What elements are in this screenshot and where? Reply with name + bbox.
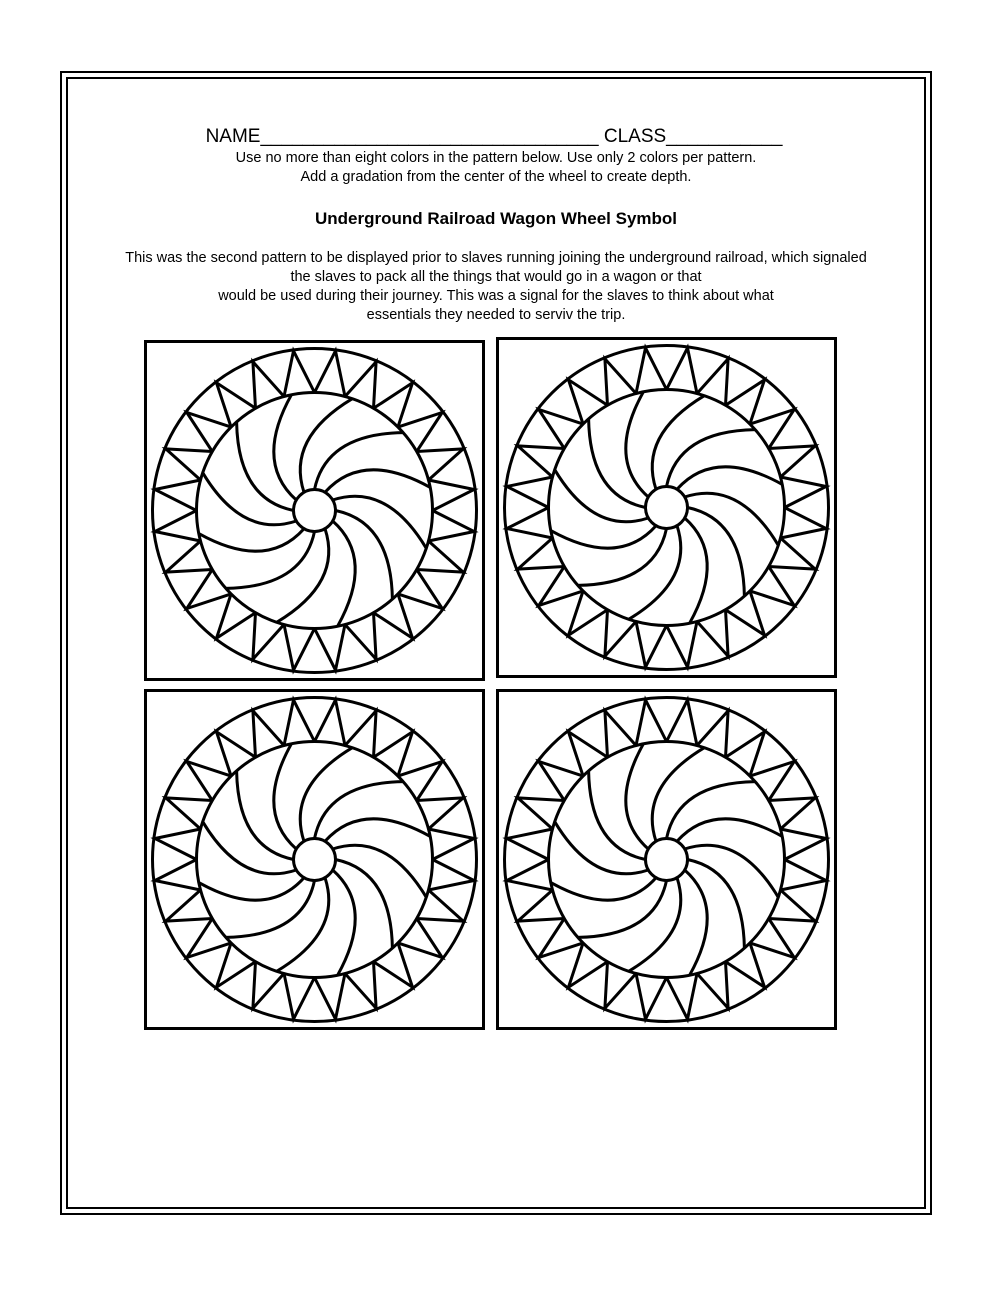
wheel-spoke <box>685 518 708 623</box>
wheel-spoke <box>336 860 393 949</box>
wheel-spoke <box>626 392 649 497</box>
wheel-hub <box>646 839 688 881</box>
wheel-spike <box>636 974 667 1020</box>
wheel-spike <box>781 477 827 508</box>
wheel-spoke <box>551 878 656 901</box>
wheel-spike <box>429 511 475 542</box>
wheel-spoke <box>274 744 297 849</box>
wheel-spoke <box>325 819 430 842</box>
instruction-line-2: Add a gradation from the center of the wheel to create depth. <box>300 169 692 185</box>
wheel-pattern-box-2 <box>496 337 837 678</box>
wheel-spike <box>507 477 553 508</box>
instruction-line-1: Use no more than eight colors in the pattern below. Use only 2 colors per pattern. <box>235 150 757 166</box>
wheel-spoke <box>274 395 297 500</box>
wheel-spoke <box>578 881 667 938</box>
wheel-spike <box>781 508 827 539</box>
wheel-spike <box>636 348 667 394</box>
wheel-spoke <box>578 529 667 586</box>
wheel-spike <box>667 622 698 668</box>
wheel-spike <box>429 480 475 511</box>
wheel-spoke <box>333 521 356 626</box>
wheel-spike <box>315 351 346 397</box>
wheel-spike <box>155 480 201 511</box>
wheel-spoke <box>677 467 782 490</box>
wheel-spike <box>155 829 201 860</box>
wheel-spike <box>667 974 698 1020</box>
wheel-spoke <box>315 433 404 490</box>
wheel-pattern-box-3 <box>144 689 485 1030</box>
wheel-spoke <box>677 819 782 842</box>
description-line-3: would be used during their journey. This was a signal for the slaves to think about what <box>218 288 774 304</box>
wheel-spoke <box>626 744 649 849</box>
wheel-spike <box>667 700 698 746</box>
wheel-spike <box>284 625 315 671</box>
wheel-pattern-box-4 <box>496 689 837 1030</box>
wheel-spike <box>284 351 315 397</box>
wheel-spoke <box>667 782 756 839</box>
wheel-spoke <box>667 430 756 487</box>
wagon-wheel-drawing <box>499 692 834 1027</box>
wheel-hub <box>294 490 336 532</box>
wheel-spoke <box>589 419 646 508</box>
wheel-spike <box>284 974 315 1020</box>
description-line-2: the slaves to pack all the things that would go in a wagon or that <box>290 269 702 285</box>
wheel-spike <box>429 829 475 860</box>
wheel-spoke <box>325 470 430 493</box>
wheel-spike <box>155 511 201 542</box>
wheel-spoke <box>333 870 356 975</box>
wheel-spike <box>155 860 201 891</box>
wheel-spoke <box>551 526 656 549</box>
wheel-spike <box>284 700 315 746</box>
wheel-spoke <box>315 782 404 839</box>
wheel-spoke <box>237 422 294 511</box>
wheel-hub <box>646 487 688 529</box>
wheel-spoke <box>226 881 315 938</box>
wheel-pattern-box-1 <box>144 340 485 681</box>
wheel-spike <box>636 622 667 668</box>
wheel-spike <box>507 829 553 860</box>
wagon-wheel-drawing <box>147 343 482 678</box>
wheel-spike <box>507 508 553 539</box>
wheel-spike <box>315 700 346 746</box>
name-class-line: NAME________________________________ CLASS___________ <box>205 126 783 147</box>
wagon-wheel-drawing <box>147 692 482 1027</box>
description-line-1: This was the second pattern to be displayed prior to slaves running joining the underground railroad, which signaled <box>125 250 867 266</box>
wheel-spike <box>781 829 827 860</box>
wheel-spike <box>507 860 553 891</box>
wheel-spoke <box>688 508 745 597</box>
worksheet-title: Underground Railroad Wagon Wheel Symbol <box>314 209 678 228</box>
wheel-spoke <box>336 511 393 600</box>
wheel-spike <box>667 348 698 394</box>
wheel-spoke <box>685 870 708 975</box>
wheel-spike <box>429 860 475 891</box>
wheel-spike <box>781 860 827 891</box>
wheel-spoke <box>199 878 304 901</box>
wheel-hub <box>294 839 336 881</box>
wheel-spoke <box>226 532 315 589</box>
wheel-spike <box>315 974 346 1020</box>
wagon-wheel-drawing <box>499 340 834 675</box>
wheel-spoke <box>237 771 294 860</box>
wheel-spoke <box>199 529 304 552</box>
description-line-4: essentials they needed to serviv the trip. <box>366 307 626 323</box>
wheel-spoke <box>688 860 745 949</box>
wheel-spike <box>636 700 667 746</box>
wheel-spoke <box>589 771 646 860</box>
wheel-spike <box>315 625 346 671</box>
